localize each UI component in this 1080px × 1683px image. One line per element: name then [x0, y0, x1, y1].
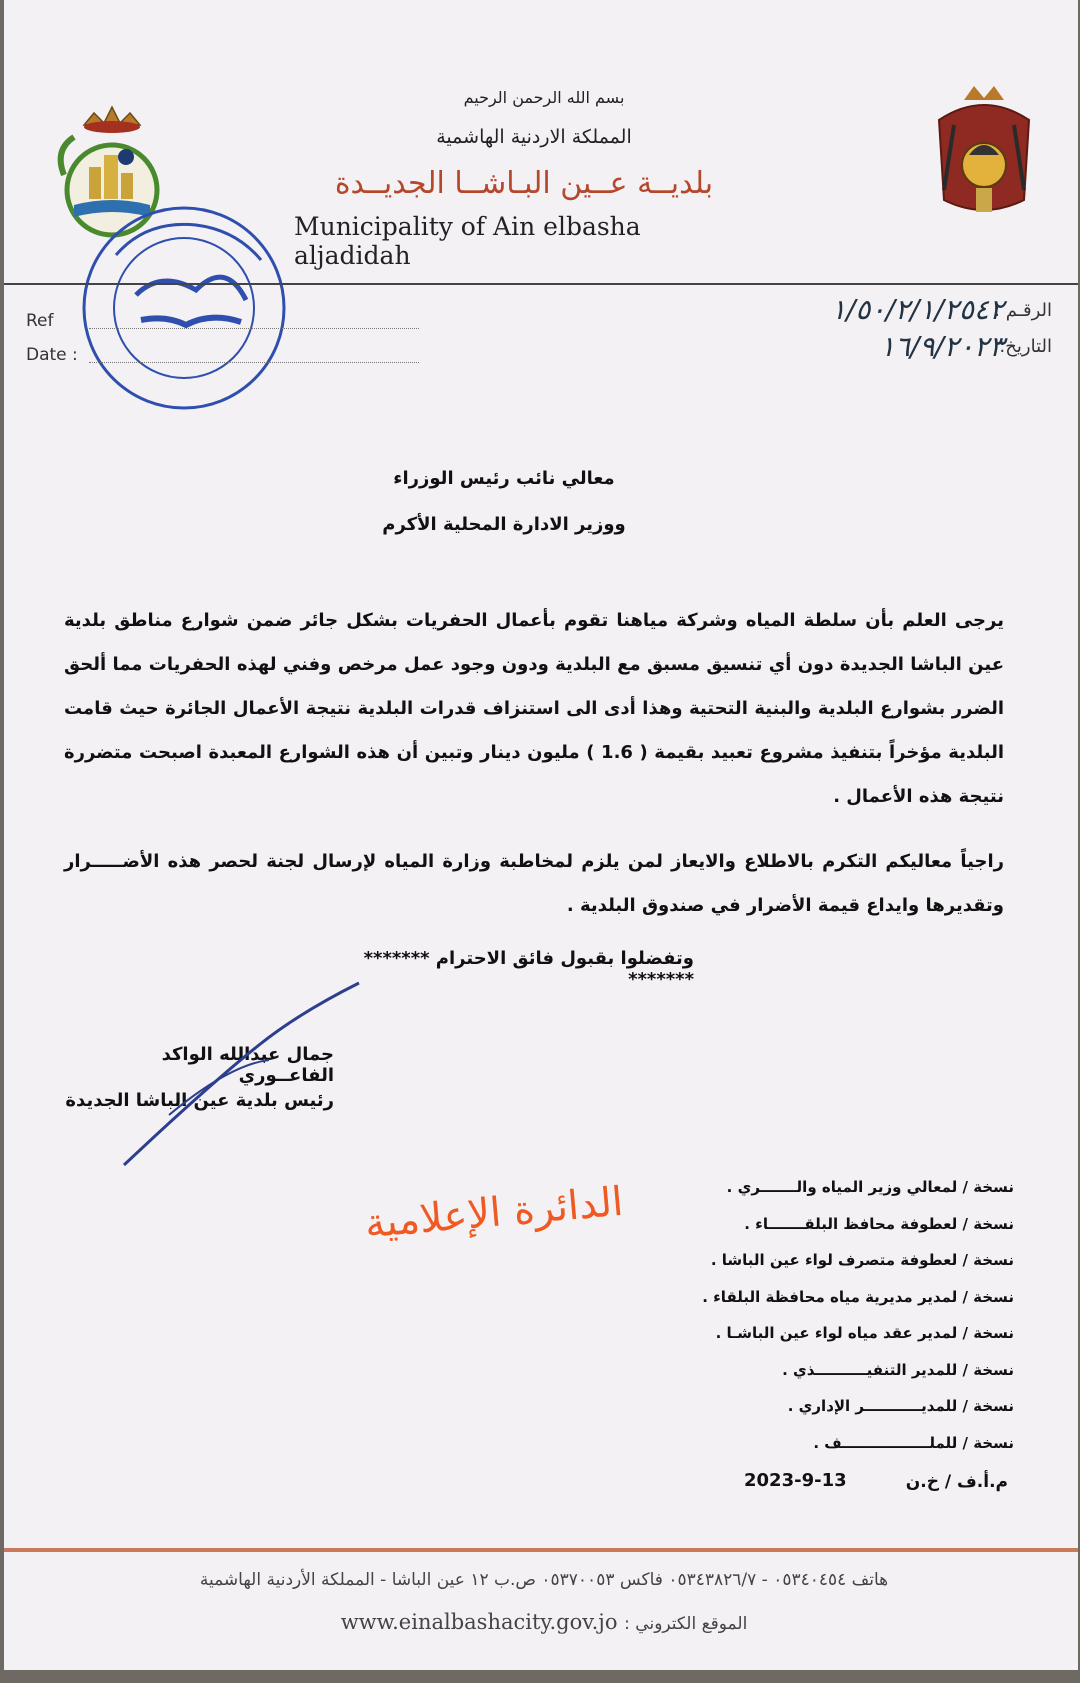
handwritten-signature	[109, 975, 369, 1175]
body-paragraph-2: راجياً معاليكم التكرم بالاطلاع والايعاز لمن يلزم لمخاطبة وزارة المياه لإرسال لجنة لحصر هذه الأضـــــرار وتقديرها وايداع قيمة الأضرار في صندوق البلدية .	[64, 851, 1004, 916]
date-label-arabic: التاريخ:	[999, 336, 1052, 357]
contact-line: هاتف ٠٥٣٤٠٤٥٤ - ٠٥٣٤٣٨٢٦/٧ فاكس ٠٥٣٧٠٠٥٣ ص.ب ١٢ عين الباشا - المملكة الأردنية الهاشمية	[199, 1570, 889, 1590]
copy-item: نسخة / لمدير عقد مياه لواء عين الباشـا .	[715, 1324, 1014, 1342]
date-label: Date :	[26, 345, 78, 365]
basmala: بسم الله الرحمن الرحيم	[463, 88, 625, 107]
website-label: الموقع الكتروني :	[624, 1614, 748, 1634]
body-paragraph-1: يرجى العلم بأن سلطة المياه وشركة مياهنا تقوم بأعمال الحفريات بشكل جائر ضمن شوارع مناطق بلدية عين الباشا الجديدة دون أي تنسيق مسبق مع البلدية ودون وجود عمل مرخص وفني لهذه الحفريات مما ألحق الضرر بشوارع البلدية والبنية التحتية وهذا أدى الى استنزاف قدرات البلدية نتيجة الأعمال الجائرة حيث قامت البلدية مؤخراً بتنفيذ مشروع تعبيد بقيمة ( 1.6 ) مليون دينار وتبين أن هذه الشوارع المعبدة اصبحت متضررة نتيجة هذه الأعمال .	[64, 610, 1004, 807]
copy-item: نسخة / لمدير مديرية مياه محافظة البلقاء .	[702, 1287, 1014, 1306]
copy-item: نسخة / لمعالي وزير المياه والـــــــري .	[726, 1178, 1014, 1196]
addressee-line-2: ووزير الادارة المحلية الأكرم	[382, 514, 626, 535]
copy-item: نسخة / للمديـــــــــــر الإداري .	[787, 1397, 1014, 1415]
typed-date: 2023-9-13	[744, 1470, 847, 1491]
reference-number: ١/٥٠/٢/١/٢٥٤٢	[830, 293, 1004, 326]
letter-date: ١٦/٩/٢٠٢٣	[879, 330, 1004, 363]
copy-item: نسخة / لعطوفة متصرف لواء عين الباشا .	[710, 1251, 1014, 1269]
ref-label: Ref	[26, 311, 54, 331]
signatory-name: جمال عبدالله الواكد الفاعــوري	[161, 1044, 334, 1086]
kingdom-name: المملكة الاردنية الهاشمية	[436, 126, 632, 148]
ref-dotted-line	[89, 328, 419, 329]
typist-initials: م.أ.ف / خ.ن	[905, 1472, 1008, 1492]
footer-divider	[4, 1548, 1078, 1552]
copy-item: نسخة / للمدير التنفيــــــــــذي .	[782, 1360, 1014, 1379]
media-department-mark: الدائرة الإعلامية	[363, 1178, 625, 1248]
copies-list	[644, 1178, 1014, 1470]
coat-of-arms	[924, 80, 1044, 230]
closing-line: وتفضلوا بقبول فائق الاحترام ******* *******	[363, 948, 694, 990]
addressee-line-1: معالي نائب رئيس الوزراء	[393, 468, 615, 489]
number-label-arabic: الرقـم :	[993, 300, 1052, 321]
website-url[interactable]: www.einalbashacity.gov.jo	[340, 1610, 618, 1634]
signatory-title: رئيس بلدية عين الباشا الجديدة	[65, 1090, 334, 1111]
header-divider	[4, 283, 1078, 285]
municipality-name-english: Municipality of Ain elbasha aljadidah	[294, 212, 641, 270]
municipality-name-arabic: بلديــة عــين البـاشــا الجديــدة	[334, 166, 714, 201]
copy-item: نسخة / لعطوفة محافظ البلقـــــــاء .	[744, 1214, 1014, 1233]
website-line	[284, 1610, 804, 1634]
copy-item: نسخة / للملـــــــــــــــــف .	[813, 1433, 1014, 1452]
issued-stamp	[76, 200, 296, 415]
date-dotted-line	[89, 362, 419, 363]
letter-page	[4, 0, 1078, 1670]
